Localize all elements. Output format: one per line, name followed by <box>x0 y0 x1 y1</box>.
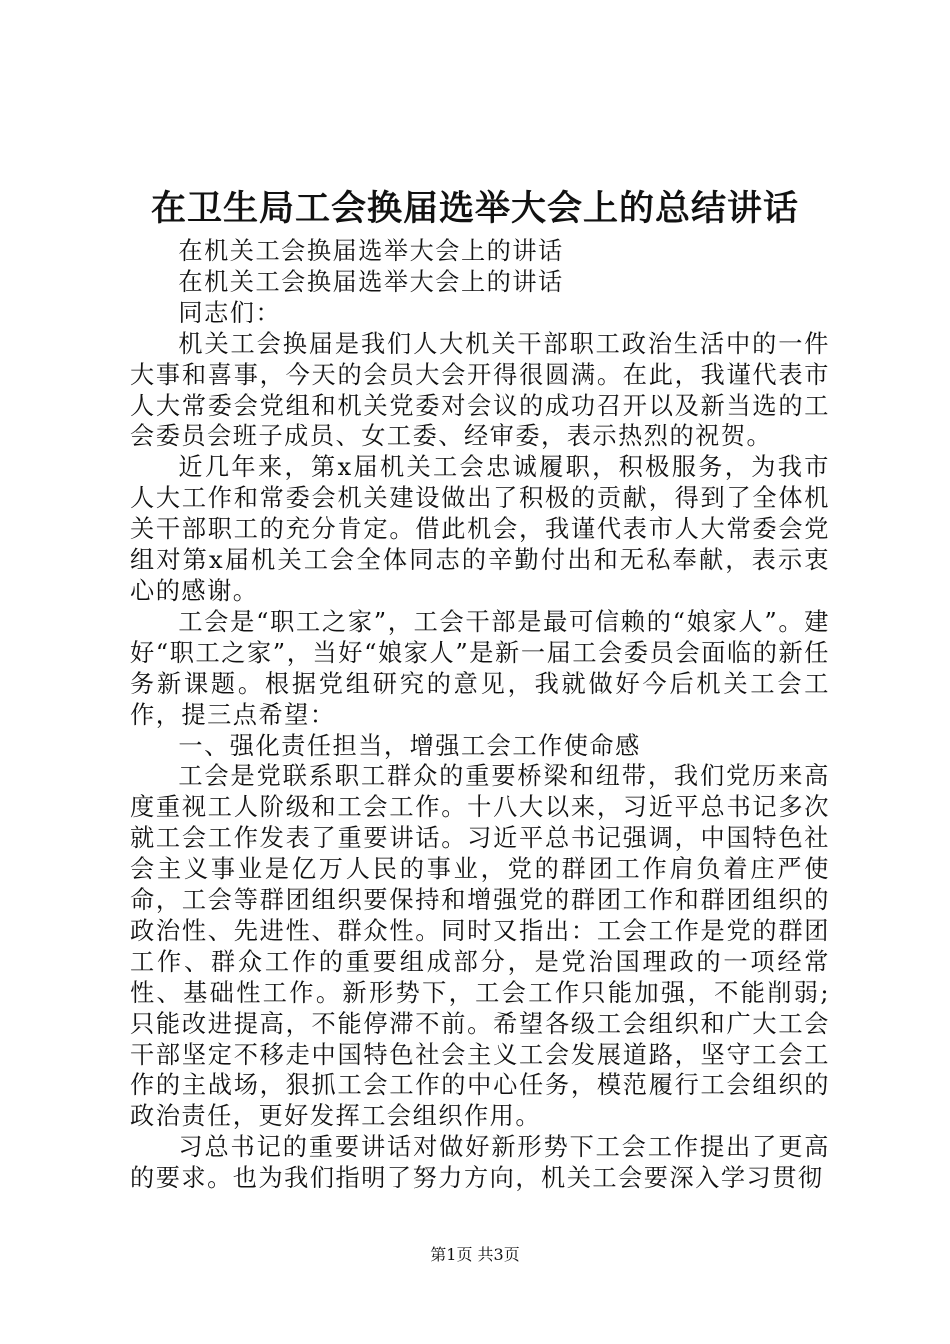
page-number-footer: 第1页 共3页 <box>430 1245 520 1264</box>
document-title: 在卫生局工会换届选举大会上的总结讲话 <box>150 188 799 229</box>
body-paragraph: 近几年来，第x届机关工会忠诚履职，积极服务，为我市人大工作和常委会机关建设做出了积极的贡献，得到了全体机关干部职工的充分肯定。借此机会，我谨代表市人大常委会党组对第x届机关工会全体同志的辛勤付出和无私奉献，表示衷心的感谢。 <box>130 453 830 605</box>
document-body <box>130 236 830 1194</box>
body-paragraph: 机关工会换届是我们人大机关干部职工政治生活中的一件大事和喜事，今天的会员大会开得很圆满。在此，我谨代表市人大常委会党组和机关党委对会议的成功召开以及新当选的工会委员会班子成员、女工委、经审委，表示热烈的祝贺。 <box>130 329 830 451</box>
subtitle-line: 在机关工会换届选举大会上的讲话 <box>178 237 564 265</box>
salutation: 同志们： <box>178 298 282 327</box>
body-paragraph: 工会是“职工之家”，工会干部是最可信赖的“娘家人”。建好“职工之家”，当好“娘家人”是新一届工会委员会面临的新任务新课题。根据党组研究的意见，我就做好今后机关工会工作，提三点希望： <box>130 607 830 729</box>
body-paragraph: 习总书记的重要讲话对做好新形势下工会工作提出了更高的要求。也为我们指明了努力方向，机关工会要深入学习贯彻 <box>130 1133 830 1193</box>
body-paragraph: 工会是党联系职工群众的重要桥梁和纽带，我们党历来高度重视工人阶级和工会工作。十八大以来，习近平总书记多次就工会工作发表了重要讲话。习近平总书记强调，中国特色社会主义事业是亿万人民的事业，党的群团工作肩负着庄严使命，工会等群团组织要保持和增强党的群团工作和群团组织的政治性、先进性、群众性。同时又指出：工会工作是党的群团工作、群众工作的重要组成部分，是党治国理政的一项经常性、基础性工作。新形势下，工会工作只能加强，不能削弱;只能改进提高，不能停滞不前。希望各级工会组织和广大工会干部坚定不移走中国特色社会主义工会发展道路，坚守工会工作的主战场，狠抓工会工作的中心任务，模范履行工会组织的政治责任，更好发挥工会组织作用。 <box>130 762 830 1131</box>
subtitle-line: 在机关工会换届选举大会上的讲话 <box>178 267 564 296</box>
section-heading: 一、强化责任担当，增强工会工作使命感 <box>178 731 641 760</box>
